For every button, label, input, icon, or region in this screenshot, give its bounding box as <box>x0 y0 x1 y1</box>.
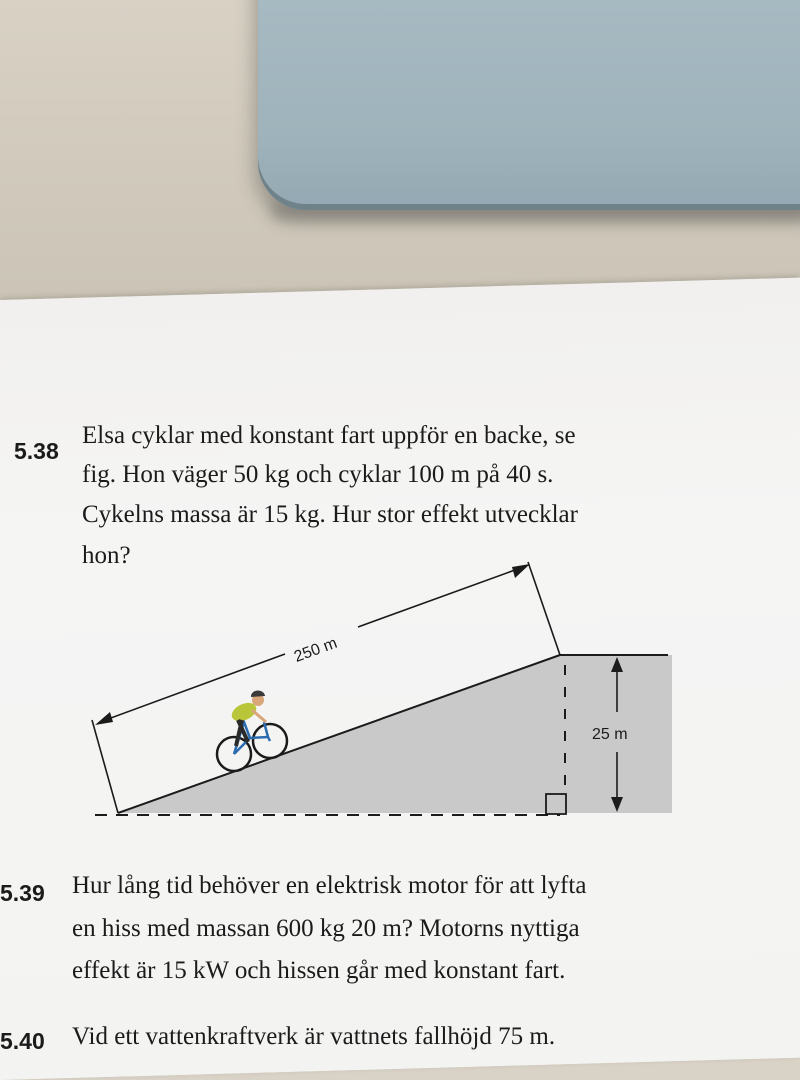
height-label: 25 m <box>592 726 628 743</box>
problem-number: 5.40 <box>0 1028 45 1054</box>
arrowhead-left <box>95 712 113 725</box>
length-dimension-line <box>100 654 285 722</box>
problem-text-line: effekt är 15 kW och hissen går med konstant fart. <box>72 957 566 984</box>
problem-number: 5.39 <box>0 880 45 906</box>
problem-number: 5.38 <box>14 438 59 464</box>
laptop-corner <box>258 0 800 210</box>
extension-line-left <box>92 720 118 813</box>
problem-text-line: fig. Hon väger 50 kg och cyklar 100 m på 40 s. <box>82 461 554 488</box>
problem-text-line: Vid ett vattenkraftverk är vattnets fallhöjd 75 m. <box>72 1023 556 1050</box>
problem-text-line: en hiss med massan 600 kg 20 m? Motorns nyttiga <box>72 915 580 942</box>
incline-figure <box>0 540 800 840</box>
problem-text-line: Cykelns massa är 15 kg. Hur stor effekt utvecklar <box>82 501 578 528</box>
problem-text-line: Hur lång tid behöver en elektrisk motor för att lyfta <box>72 872 587 899</box>
arrowhead-right <box>512 564 530 578</box>
problem-text-line: Elsa cyklar med konstant fart uppför en backe, se <box>82 422 576 449</box>
length-label: 250 m <box>291 634 340 666</box>
extension-line-right <box>528 562 560 655</box>
length-dimension-line <box>358 566 526 627</box>
hill-shape <box>118 655 672 813</box>
problem-text-line: hon? <box>82 542 131 569</box>
